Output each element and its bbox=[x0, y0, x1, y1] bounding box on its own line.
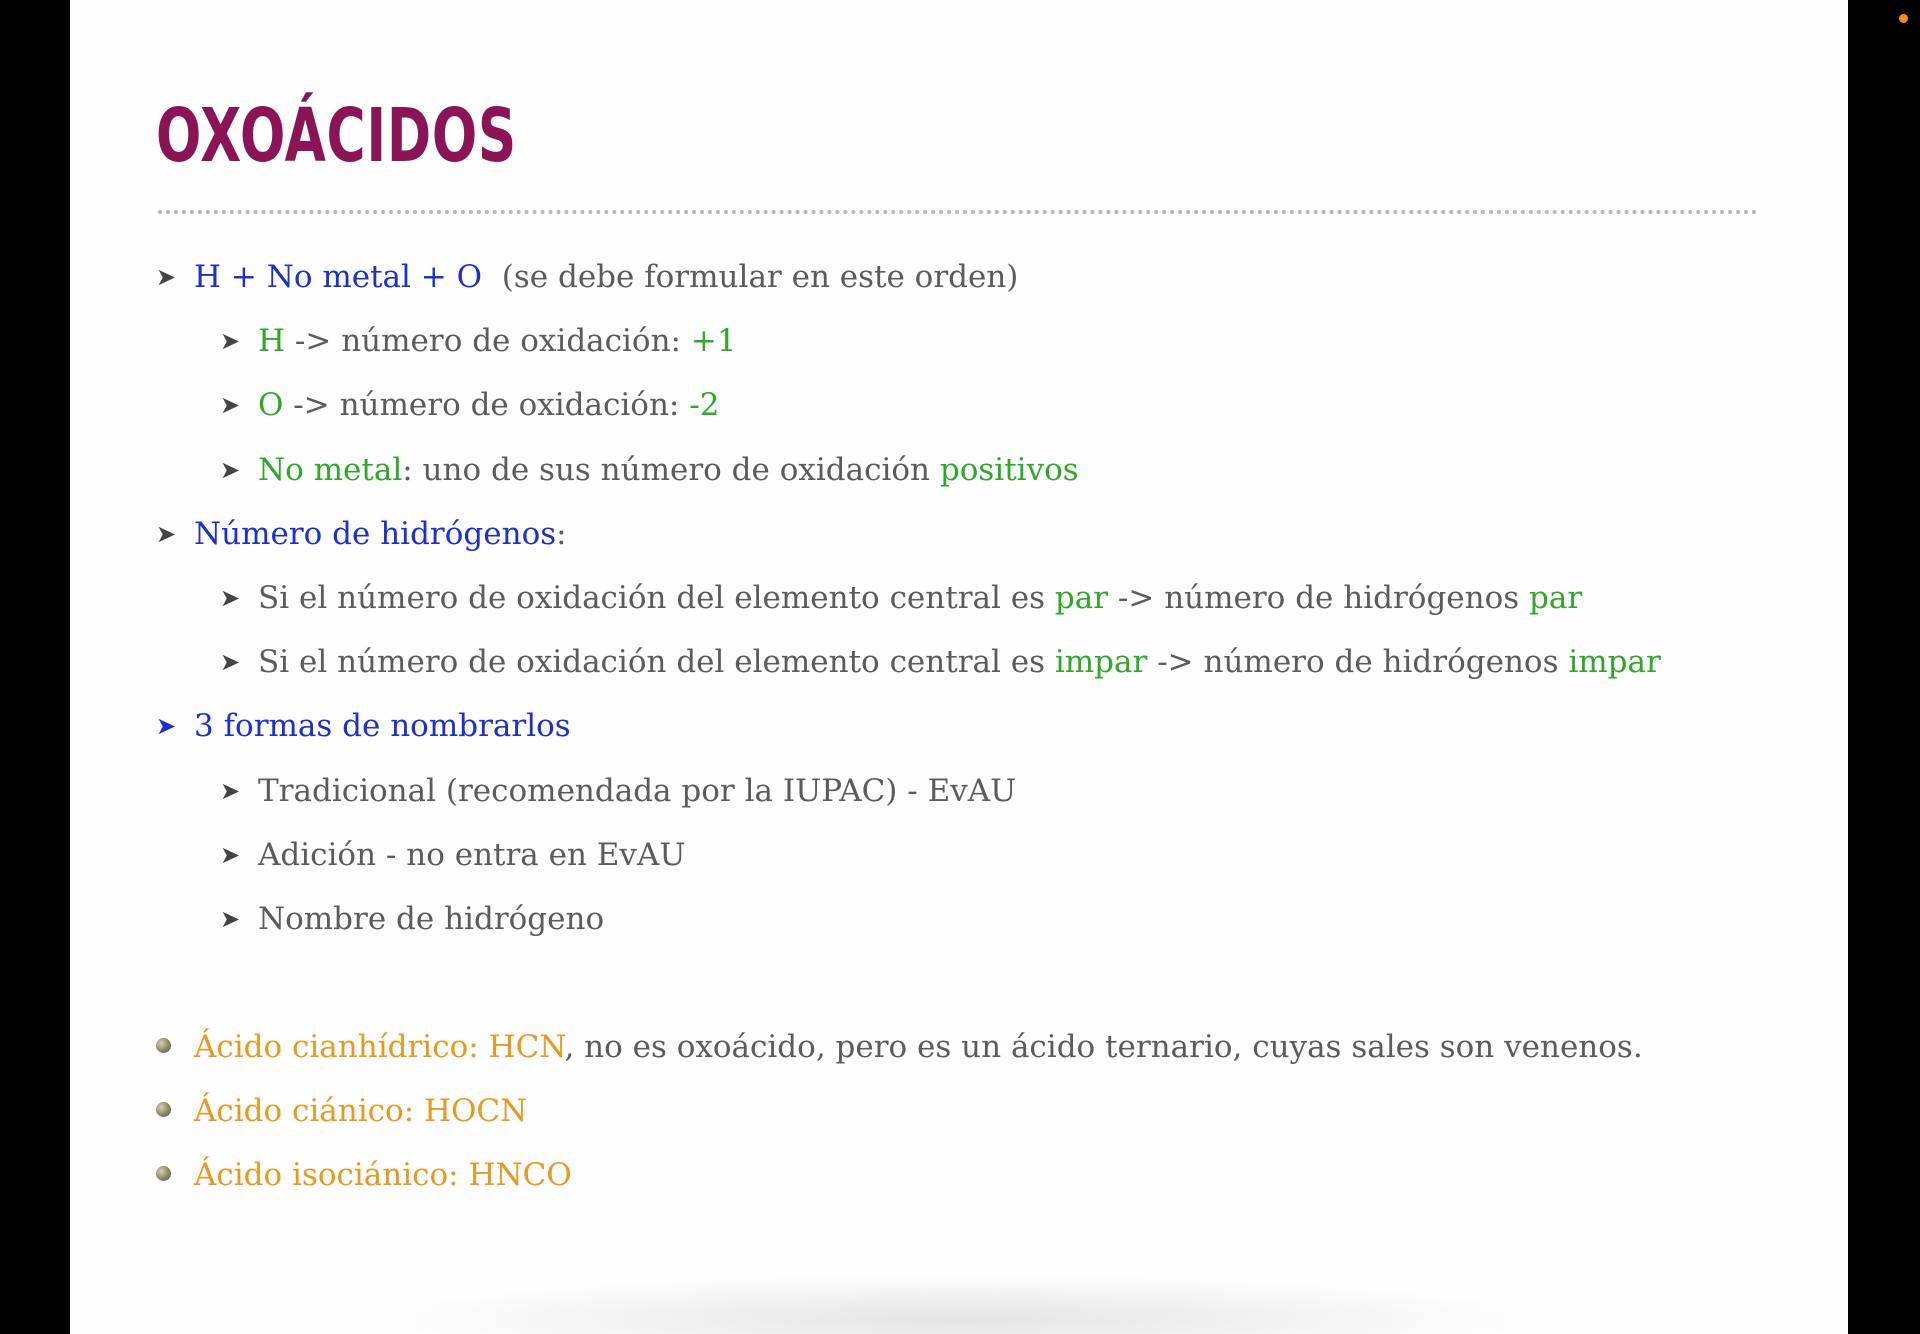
formula-text: H + No metal + O bbox=[194, 259, 483, 295]
sphere-bullet-icon bbox=[156, 1166, 171, 1181]
list-item-naming-option bbox=[156, 887, 1806, 951]
even-text-1: Si el número de oxidación del elemento central es bbox=[258, 579, 1055, 616]
title-divider bbox=[158, 210, 1758, 214]
list-item-o-oxidation bbox=[156, 373, 1806, 437]
left-letterbox bbox=[0, 0, 70, 1334]
arrow-bullet-icon: ➤ bbox=[220, 583, 241, 612]
acid-name: Ácido ciánico: HOCN bbox=[194, 1093, 528, 1130]
o-element: O bbox=[258, 387, 284, 424]
naming-label: 3 formas de nombrarlos bbox=[194, 708, 571, 745]
list-item-naming bbox=[156, 694, 1806, 758]
odd-word-1: impar bbox=[1054, 644, 1148, 681]
list-item-naming-option bbox=[156, 759, 1806, 823]
list-item-acid bbox=[156, 1143, 1806, 1207]
odd-text-2: -> número de hidrógenos bbox=[1147, 644, 1569, 681]
arrow-bullet-icon: ➤ bbox=[156, 263, 177, 291]
arrow-bullet-icon: ➤ bbox=[220, 327, 241, 356]
h-text: -> número de oxidación: bbox=[285, 323, 691, 360]
acid-name: Ácido isociánico: HNCO bbox=[194, 1157, 572, 1194]
list-item-formula bbox=[156, 245, 1806, 309]
even-word-1: par bbox=[1054, 579, 1109, 616]
nometal-text: : uno de sus número de oxidación bbox=[402, 451, 940, 488]
arrow-bullet-icon: ➤ bbox=[220, 455, 241, 484]
arrow-bullet-icon: ➤ bbox=[220, 840, 241, 869]
arrow-bullet-icon: ➤ bbox=[220, 904, 241, 933]
o-value: -2 bbox=[689, 387, 720, 424]
nometal-value: positivos bbox=[939, 451, 1079, 488]
h-element: H bbox=[258, 323, 286, 360]
formula-note: (se debe formular en este orden) bbox=[482, 259, 1019, 295]
o-text: -> número de oxidación: bbox=[283, 387, 690, 424]
slide-title: OXOÁCIDOS bbox=[156, 93, 517, 179]
naming-option-text: Nombre de hidrógeno bbox=[258, 900, 605, 937]
odd-text-1: Si el número de oxidación del elemento central es bbox=[258, 644, 1055, 681]
list-item-hydrogens bbox=[156, 502, 1806, 566]
list-item-h-oxidation bbox=[156, 309, 1806, 373]
arrow-bullet-icon: ➤ bbox=[156, 519, 177, 548]
right-letterbox bbox=[1848, 0, 1920, 1334]
list-spacer bbox=[156, 951, 1806, 1015]
hydrogens-colon: : bbox=[556, 515, 567, 552]
sphere-bullet-icon bbox=[156, 1102, 171, 1117]
arrow-bullet-icon: ➤ bbox=[156, 712, 177, 741]
even-word-2: par bbox=[1529, 579, 1583, 616]
slide-bottom-shadow bbox=[370, 1274, 1548, 1334]
list-item-naming-option bbox=[156, 823, 1806, 887]
presentation-slide bbox=[70, 0, 1848, 1334]
acid-name: Ácido cianhídrico: HCN bbox=[194, 1029, 565, 1066]
acid-note: , no es oxoácido, pero es un ácido ternario, cuyas sales son venenos. bbox=[564, 1029, 1643, 1066]
list-item-even bbox=[156, 566, 1806, 630]
list-item-odd bbox=[156, 630, 1806, 694]
list-item-acid bbox=[156, 1079, 1806, 1143]
h-value: +1 bbox=[690, 323, 737, 360]
bullet-list bbox=[156, 245, 1806, 1208]
hydrogens-label: Número de hidrógenos bbox=[194, 515, 557, 552]
recording-indicator-icon bbox=[1899, 14, 1908, 23]
even-text-2: -> número de hidrógenos bbox=[1108, 579, 1530, 616]
naming-option-text: Adición - no entra en EvAU bbox=[258, 836, 686, 873]
naming-option-text: Tradicional (recomendada por la IUPAC) - EvAU bbox=[258, 772, 1017, 809]
list-item-nometal bbox=[156, 438, 1806, 502]
arrow-bullet-icon: ➤ bbox=[220, 648, 241, 677]
nometal-element: No metal bbox=[258, 451, 403, 488]
sphere-bullet-icon bbox=[156, 1038, 171, 1053]
arrow-bullet-icon: ➤ bbox=[220, 391, 241, 420]
odd-word-2: impar bbox=[1568, 644, 1661, 681]
arrow-bullet-icon: ➤ bbox=[220, 776, 241, 805]
list-item-acid bbox=[156, 1015, 1806, 1079]
